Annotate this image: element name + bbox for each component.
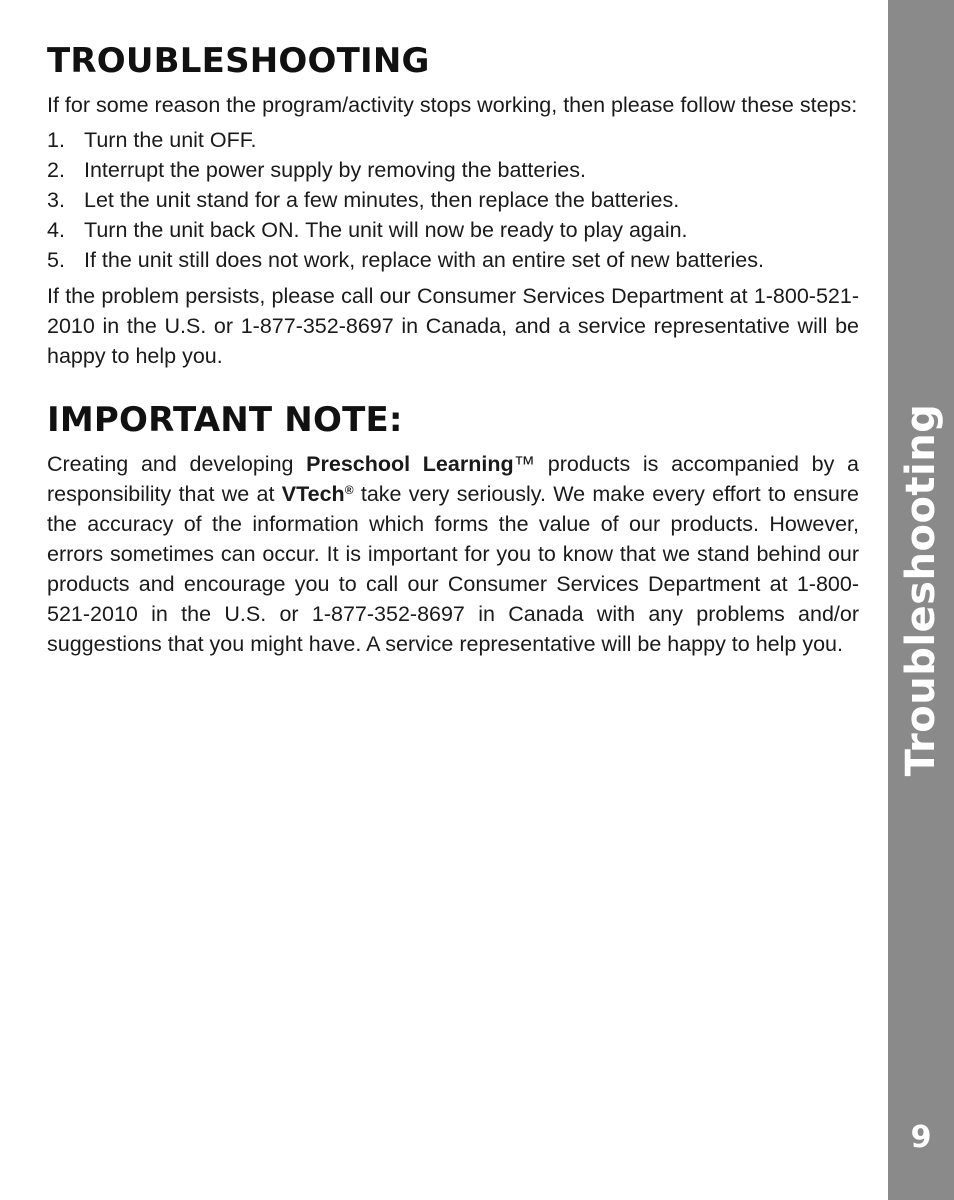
registered-symbol: ® <box>344 483 354 497</box>
page-number: 9 <box>910 1120 932 1155</box>
step-item <box>47 155 859 185</box>
step-text: Interrupt the power supply by removing the batteries. <box>84 158 586 182</box>
step-item <box>47 125 859 155</box>
brand-name: VTech <box>281 482 345 506</box>
important-note-title: IMPORTANT NOTE: <box>47 400 403 440</box>
trademark-symbol: ™ <box>513 452 536 476</box>
step-number: 1. <box>47 128 65 152</box>
side-section-tab <box>888 0 954 1200</box>
step-number: 4. <box>47 218 65 242</box>
note-text-part: Creating and developing <box>47 452 307 476</box>
troubleshooting-intro: If for some reason the program/activity stops working, then please follow these steps: <box>47 93 858 117</box>
page-content <box>47 40 859 659</box>
side-tab-label: Troubleshooting <box>898 403 944 777</box>
step-text: Let the unit stand for a few minutes, then replace the batteries. <box>84 188 680 212</box>
troubleshooting-steps <box>47 125 859 275</box>
step-number: 2. <box>47 158 65 182</box>
step-text: Turn the unit back ON. The unit will now be ready to play again. <box>84 218 688 242</box>
step-item <box>47 185 859 215</box>
step-item <box>47 245 859 275</box>
troubleshooting-persist-paragraph: If the problem persists, please call our Consumer Services Department at 1-800-521-2010 in the U.S. or 1-877-352-8697 in Canada, and a service representative will be happy to help you. <box>47 284 859 368</box>
note-text-part: take very seriously. We make every effort to ensure the accuracy of the information which forms the value of our products. However, errors sometimes can occur. It is important for you to know that we stand behind our products and encourage you to call our Consumer Services Department at 1-800-521-2010 in the U.S. or 1-877-352-8697 in Canada with any problems and/or suggestions that you might have. A service representative will be happy to help you. <box>47 482 860 656</box>
step-text: Turn the unit OFF. <box>84 128 257 152</box>
step-text: If the unit still does not work, replace with an entire set of new batteries. <box>84 248 764 272</box>
troubleshooting-title: TROUBLESHOOTING <box>47 41 430 81</box>
note-text-part: products is accompanied by a responsibility that we at <box>47 452 859 506</box>
step-number: 5. <box>47 248 65 272</box>
important-note-paragraph <box>47 449 859 659</box>
step-number: 3. <box>47 188 65 212</box>
step-item <box>47 215 859 245</box>
product-name: Preschool Learning <box>306 452 514 476</box>
